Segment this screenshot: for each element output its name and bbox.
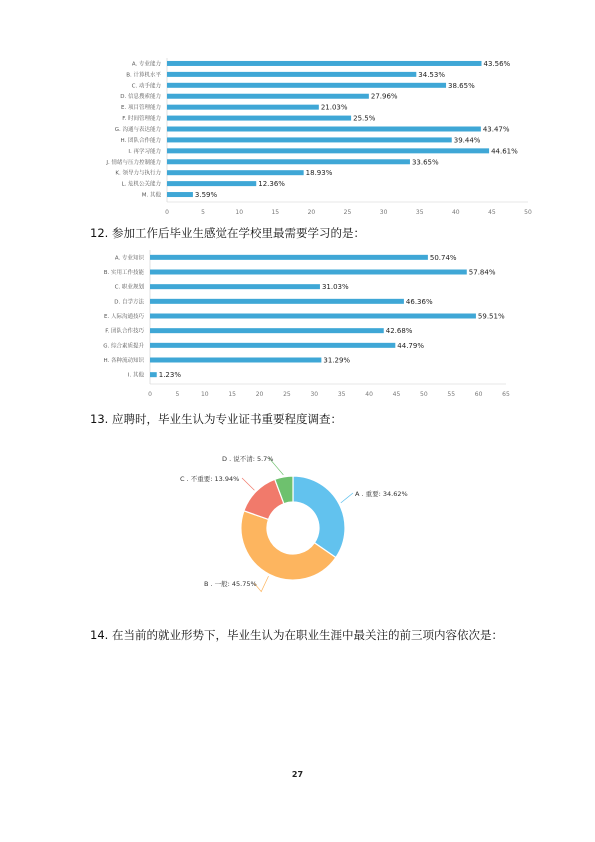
tick-label: 25: [283, 391, 291, 398]
bar: [167, 105, 319, 110]
category-label: M. 其他: [141, 192, 161, 199]
category-label: D. 信息搜索能力: [120, 94, 161, 101]
bar: [150, 328, 384, 333]
data-label: 44.79%: [397, 341, 425, 350]
bar: [167, 148, 489, 153]
category-label: G. 综合素质提升: [103, 343, 144, 350]
data-label: 12.36%: [258, 180, 285, 189]
tick-label: 50: [524, 209, 532, 216]
category-label: A. 专业知识: [114, 255, 144, 262]
category-label: I. 其他: [127, 372, 144, 379]
category-label: G. 沟通与表达能力: [114, 127, 161, 133]
data-label: 25.5%: [353, 114, 376, 123]
data-label: 31.29%: [323, 356, 351, 365]
bar: [167, 170, 304, 175]
bar: [167, 137, 452, 142]
tick-label: 10: [200, 391, 209, 398]
bar: [167, 181, 256, 186]
tick-label: 35: [415, 209, 424, 216]
bar: [150, 358, 321, 363]
bar: [167, 94, 369, 99]
tick-label: 40: [451, 209, 460, 216]
category-label: F. 时间管理能力: [122, 116, 161, 123]
category-label: H. 各种流动知识: [103, 358, 144, 364]
bar: [167, 127, 481, 132]
bar: [150, 255, 428, 260]
tick-label: 0: [165, 209, 169, 216]
data-label: 43.47%: [482, 125, 510, 134]
data-label: 18.93%: [305, 169, 333, 178]
data-label: 46.36%: [405, 297, 433, 306]
bar: [167, 159, 410, 164]
slice-label: C . 不重要: 13.94%: [180, 475, 240, 483]
data-label: 27.96%: [370, 92, 398, 101]
category-label: D. 自学方法: [114, 299, 144, 306]
category-label: B. 计算机水平: [126, 72, 161, 79]
data-label: 31.03%: [321, 283, 349, 292]
bar: [167, 72, 416, 77]
chart1-svg: [60, 54, 540, 216]
tick-label: 60: [474, 391, 483, 398]
data-label: 21.03%: [320, 103, 348, 112]
bar: [167, 61, 482, 66]
tick-label: 35: [337, 391, 346, 398]
category-label: A. 专业能力: [131, 61, 161, 68]
chart3-svg: [150, 440, 470, 600]
tick-label: 5: [201, 209, 206, 216]
chart-abilities: [60, 54, 540, 216]
tick-label: 55: [447, 391, 456, 398]
slice-label: B . 一般: 45.75%: [204, 580, 257, 588]
question-14-heading: 14. 在当前的就业形势下，毕业生认为在职业生涯中最关注的前三项内容依次是：: [90, 628, 503, 642]
bar: [150, 343, 395, 348]
tick-label: 5: [175, 391, 180, 398]
leader-line: [341, 493, 353, 503]
bar: [167, 83, 446, 88]
chart-certificate: [150, 440, 470, 600]
data-label: 43.56%: [483, 59, 511, 68]
tick-label: 45: [392, 391, 401, 398]
question-12-heading: 12. 参加工作后毕业生感觉在学校里最需要学习的是：: [90, 226, 365, 240]
data-label: 1.23%: [158, 371, 181, 380]
category-label: L. 危机公关能力: [121, 181, 161, 188]
tick-label: 15: [271, 209, 280, 216]
tick-label: 25: [343, 209, 352, 216]
category-label: F. 团队合作技巧: [105, 328, 144, 335]
data-label: 34.53%: [418, 70, 446, 79]
chart-skills: [60, 248, 540, 398]
tick-label: 45: [488, 209, 496, 216]
category-label: C. 动手能力: [131, 83, 161, 90]
data-label: 57.84%: [468, 268, 496, 277]
data-label: 33.65%: [411, 158, 439, 167]
category-label: I. 再学习能力: [128, 148, 161, 155]
category-label: C. 职业规划: [114, 284, 144, 291]
question-13-heading: 13. 应聘时，毕业生认为专业证书重要程度调查：: [90, 412, 342, 426]
tick-label: 30: [379, 209, 388, 216]
slice-label: D . 说不清: 5.7%: [222, 455, 274, 463]
tick-label: 20: [307, 209, 316, 216]
bar: [167, 116, 351, 121]
bar: [150, 284, 320, 289]
tick-label: 40: [365, 391, 373, 398]
data-label: 3.59%: [194, 191, 218, 200]
bar: [150, 314, 476, 319]
page-number: 27: [291, 770, 304, 779]
category-label: E. 人际沟通技巧: [104, 314, 144, 320]
data-label: 50.74%: [429, 253, 457, 262]
tick-label: 15: [228, 391, 236, 398]
tick-label: 50: [420, 391, 428, 398]
leader-line: [242, 478, 254, 490]
tick-label: 65: [502, 391, 510, 398]
data-label: 42.68%: [385, 327, 413, 336]
tick-label: 20: [255, 391, 264, 398]
tick-label: 0: [148, 391, 152, 398]
tick-label: 10: [235, 209, 244, 216]
data-label: 44.61%: [491, 147, 518, 156]
category-label: H. 团队合作能力: [120, 137, 161, 144]
bar: [150, 299, 404, 304]
data-label: 39.44%: [453, 136, 481, 145]
bar: [150, 372, 157, 377]
bar: [167, 192, 193, 197]
tick-label: 30: [310, 391, 319, 398]
bar: [150, 270, 467, 275]
data-label: 59.51%: [477, 312, 505, 321]
category-label: J. 情绪与压力控制能力: [106, 159, 161, 166]
chart2-svg: [60, 248, 540, 398]
slice-label: A . 重要: 34.62%: [355, 490, 408, 498]
category-label: K. 领导力与执行力: [115, 170, 161, 177]
data-label: 38.65%: [448, 81, 475, 90]
category-label: B. 实用工作技能: [103, 270, 144, 276]
category-label: E. 项目管理能力: [121, 105, 161, 112]
